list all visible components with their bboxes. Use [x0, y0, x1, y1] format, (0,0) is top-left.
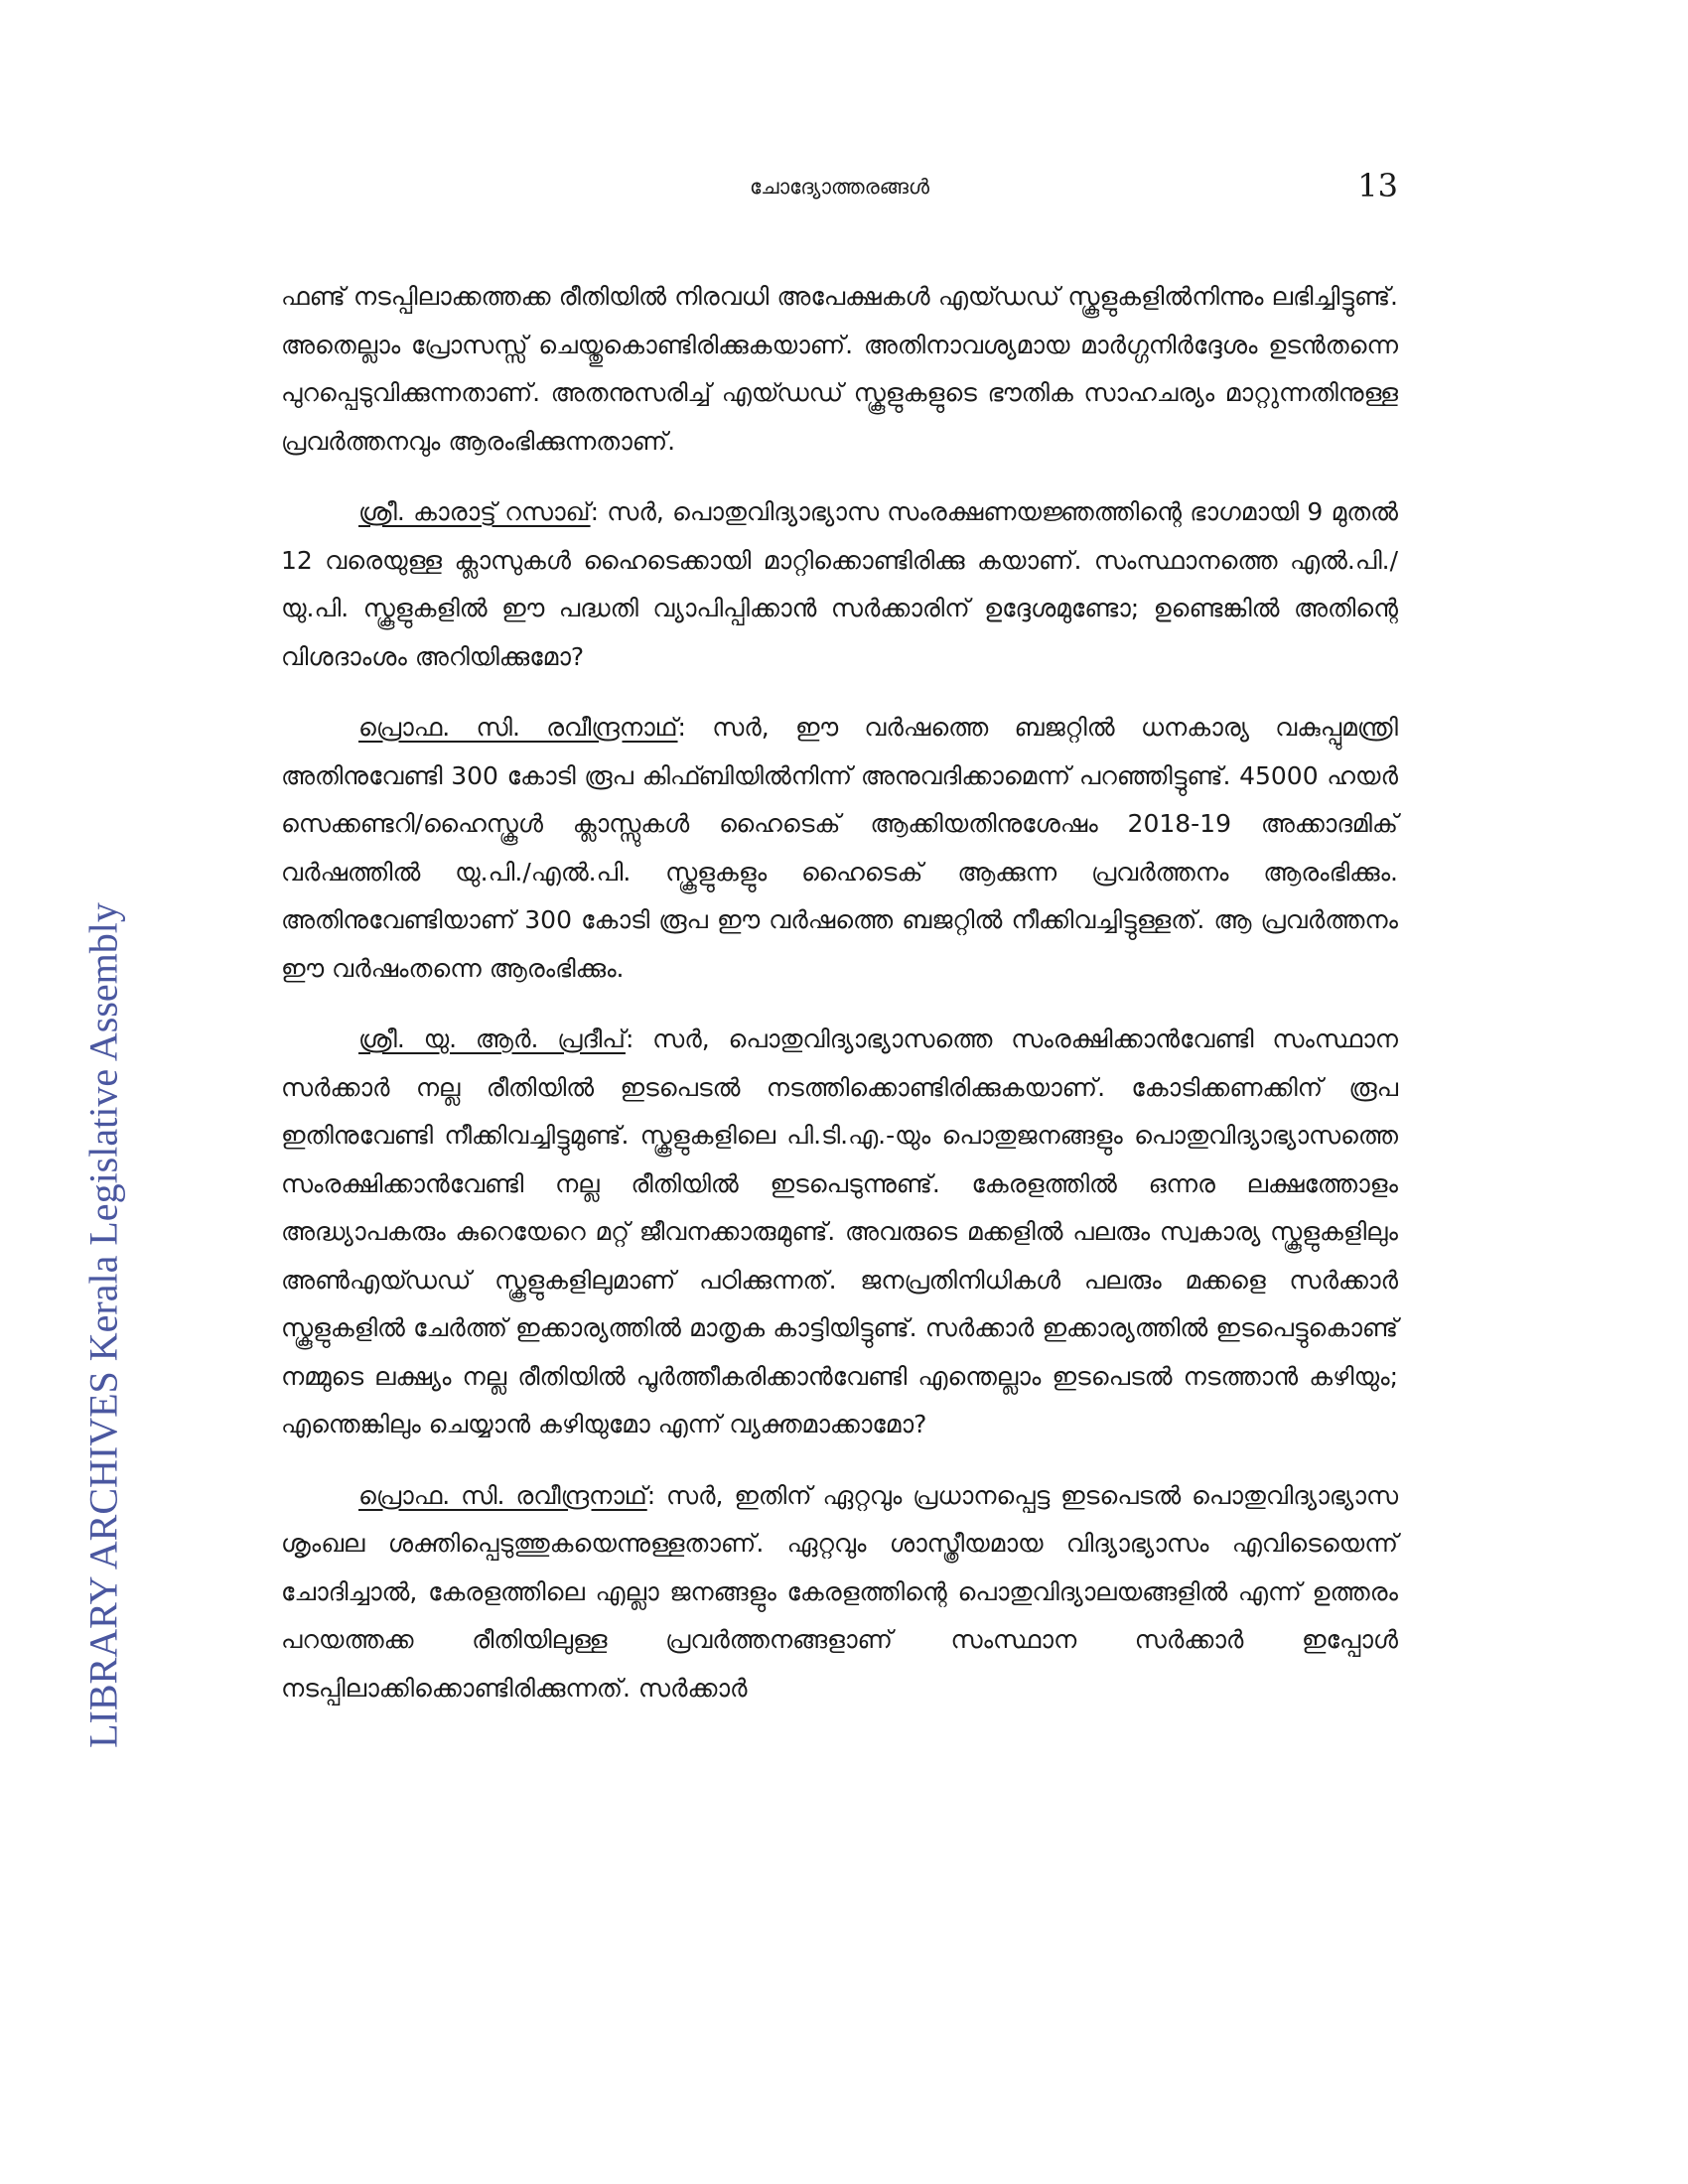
- paragraph-text: : സർ, ഈ വർഷത്തെ ബജറ്റിൽ ധനകാര്യ വകുപ്പുമന്ത്രി അതിനുവേണ്ടി 300 കോടി രൂപ കിഫ്ബിയിൽനിന്ന് അനുവദിക്കാമെന്ന് പറഞ്ഞിട്ടുണ്ട്. 45000 ഹയർ സെക്കണ്ടറി/ഹൈസ്കൂൾ ക്ലാസ്സുകൾ ഹൈടെക് ആക്കിയതിനുശേഷം 2018-19 അക്കാദമിക് വർഷത്തിൽ യു.പി./എൽ.പി. സ്കൂളുകളും ഹൈടെക് ആക്കുന്ന പ്രവർത്തനം ആരംഭിക്കും. അതിനുവേണ്ടിയാണ് 300 കോടി രൂപ ഈ വർഷത്തെ ബജറ്റിൽ നീക്കിവച്ചിട്ടുള്ളത്. ആ പ്രവർത്തനം ഈ വർഷംതന്നെ ആരംഭിക്കും.: [281, 713, 1398, 983]
- running-title: ചോദ്യോത്തരങ്ങൾ: [749, 175, 930, 199]
- paragraph-text: ഫണ്ട് നടപ്പിലാക്കത്തക്ക രീതിയിൽ നിരവധി അപേക്ഷകൾ എയ്ഡഡ് സ്കൂളുകളിൽനിന്നും ലഭിച്ചിട്ടുണ്ട്. അതെല്ലാം പ്രോസസ്സ് ചെയ്തുകൊണ്ടിരിക്കുകയാണ്. അതിനാവശ്യമായ മാർഗ്ഗനിർദ്ദേശം ഉടൻതന്നെ പുറപ്പെടുവിക്കുന്നതാണ്. അതനുസരിച്ച് എയ്ഡഡ് സ്കൂളുകളുടെ ഭൗതിക സാഹചര്യം മാറ്റുന്നതിനുള്ള പ്രവർത്തനവും ആരംഭിക്കുന്നതാണ്.: [281, 282, 1398, 456]
- page-header: [281, 167, 1398, 206]
- page-number: 13: [1357, 167, 1398, 205]
- question-paragraph: [281, 1016, 1398, 1449]
- paragraph-text: : സർ, പൊതുവിദ്യാഭ്യാസ സംരക്ഷണയജ്ഞത്തിന്റെ ഭാഗമായി 9 മുതൽ 12 വരെയുള്ള ക്ലാസുകൾ ഹൈടെക്കായി മാറ്റിക്കൊണ്ടിരിക്കു കയാണ്. സംസ്ഥാനത്തെ എൽ.പി./യു.പി. സ്കൂളുകളിൽ ഈ പദ്ധതി വ്യാപിപ്പിക്കാൻ സർക്കാരിന് ഉദ്ദേശമുണ്ടോ; ഉണ്ടെങ്കിൽ അതിന്റെ വിശദാംശം അറിയിക്കുമോ?: [281, 497, 1398, 671]
- question-paragraph: [281, 488, 1398, 681]
- paragraph-text: : സർ, ഇതിന് ഏറ്റവും പ്രധാനപ്പെട്ട ഇടപെടൽ പൊതുവിദ്യാഭ്യാസ ശൃംഖല ശക്തിപ്പെടുത്തുകയെന്നുള്ളതാണ്. ഏറ്റവും ശാസ്ത്രീയമായ വിദ്യാഭ്യാസം എവിടെയെന്ന് ചോദിച്ചാൽ, കേരളത്തിലെ എല്ലാ ജനങ്ങളും കേരളത്തിന്റെ പൊതുവിദ്യാലയങ്ങളിൽ എന്ന് ഉത്തരം പറയത്തക്ക രീതിയിലുള്ള പ്രവർത്തനങ്ങളാണ് സംസ്ഥാന സർക്കാർ ഇപ്പോൾ നടപ്പിലാക്കിക്കൊണ്ടിരിക്കുന്നത്. സർക്കാർ: [281, 1480, 1398, 1703]
- document-body: [281, 273, 1398, 1735]
- answer-paragraph: [281, 704, 1398, 993]
- paragraph-text: : സർ, പൊതുവിദ്യാഭ്യാസത്തെ സംരക്ഷിക്കാൻവേണ്ടി സംസ്ഥാന സർക്കാർ നല്ല രീതിയിൽ ഇടപെടൽ നടത്തിക്കൊണ്ടിരിക്കുകയാണ്. കോടിക്കണക്കിന് രൂപ ഇതിനുവേണ്ടി നീക്കിവച്ചിട്ടുമുണ്ട്. സ്കൂളുകളിലെ പി.ടി.എ.-യും പൊതുജനങ്ങളും പൊതുവിദ്യാഭ്യാസത്തെ സംരക്ഷിക്കാൻവേണ്ടി നല്ല രീതിയിൽ ഇടപെടുന്നുണ്ട്. കേരളത്തിൽ ഒന്നര ലക്ഷത്തോളം അദ്ധ്യാപകരും കുറെയേറെ മറ്റ് ജീവനക്കാരുമുണ്ട്. അവരുടെ മക്കളിൽ പലരും സ്വകാര്യ സ്കൂളുകളിലും അൺഎയ്ഡഡ് സ്കൂളുകളിലുമാണ് പഠിക്കുന്നത്. ജനപ്രതിനിധികൾ പലരും മക്കളെ സർക്കാർ സ്കൂളുകളിൽ ചേർത്ത് ഇക്കാര്യത്തിൽ മാതൃക കാട്ടിയിട്ടുണ്ട്. സർക്കാർ ഇക്കാര്യത്തിൽ ഇടപെട്ടുകൊണ്ട് നമ്മുടെ ലക്ഷ്യം നല്ല രീതിയിൽ പൂർത്തീകരിക്കാൻവേണ്ടി എന്തെല്ലാം ഇടപെടൽ നടത്താൻ കഴിയും; എന്തെങ്കിലും ചെയ്യാൻ കഴിയുമോ എന്ന് വ്യക്തമാക്കാമോ?: [281, 1024, 1398, 1438]
- speaker-name: ശ്രീ. കാരാട്ട് റസാഖ്: [358, 497, 591, 526]
- speaker-name: ശ്രീ. യു. ആർ. പ്രദീപ്: [358, 1024, 626, 1053]
- library-archives-watermark: LIBRARY ARCHIVES Kerala Legislative Assembly: [80, 902, 126, 1748]
- speaker-name: പ്രൊഫ. സി. രവീന്ദ്രനാഥ്: [358, 1480, 647, 1510]
- paragraph-continuation: [281, 273, 1398, 466]
- answer-paragraph: [281, 1472, 1398, 1713]
- speaker-name: പ്രൊഫ. സി. രവീന്ദ്രനാഥ്: [358, 713, 678, 742]
